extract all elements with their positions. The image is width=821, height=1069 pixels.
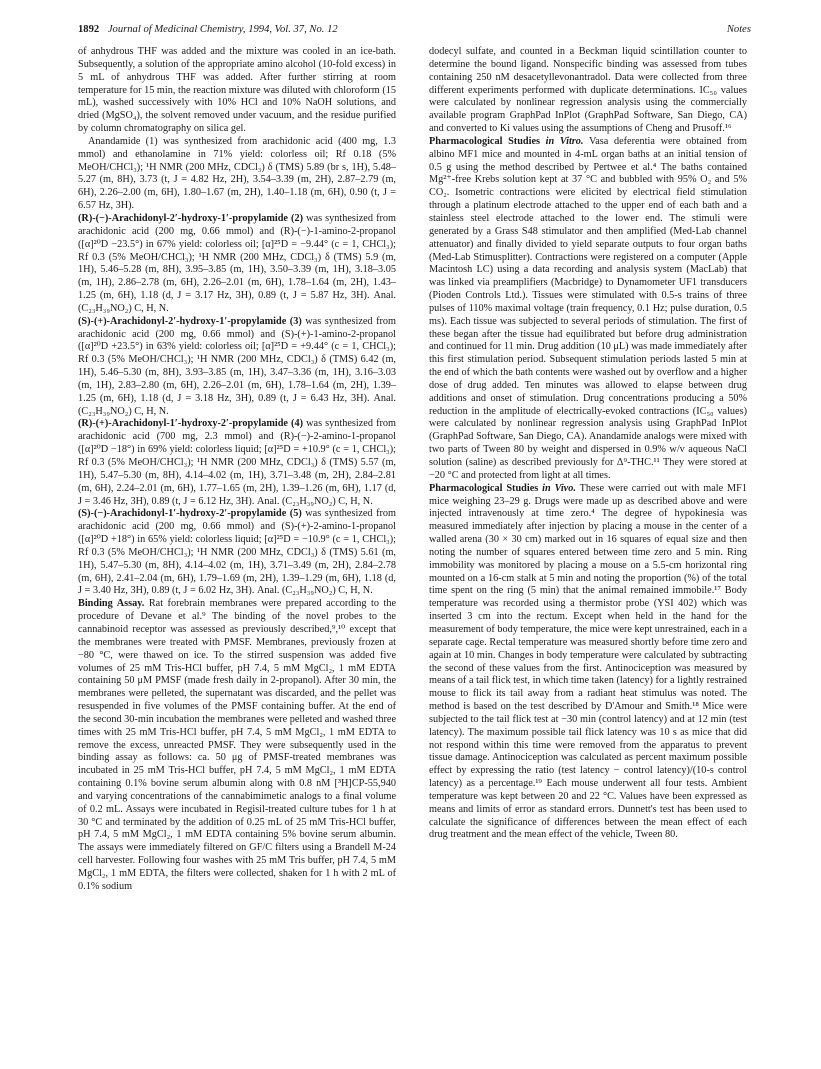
header-left xyxy=(78,22,338,38)
binding-assay-heading: Binding Assay. xyxy=(78,598,145,610)
paragraph-procedure-continued: of anhydrous THF was added and the mixture was cooled in an ice-bath. Subsequently, a solution of the appropriate amino alcohol (10-fold excess) in 5 mL of anhydrous THF was added. After further stirring at room temperature for 15 min, the reaction mixture was diluted with chloroform (15 mL), washed successively with 10% HCl and 10% NaOH solutions, and dried (MgSO₄), the solvent removed under vacuum, and the residue purified by column chromatography on silica gel. xyxy=(78,46,396,135)
compound-3-heading: (S)-(+)-Arachidonyl-2′-hydroxy-1′-propylamide (3) xyxy=(78,315,302,327)
compound-5-heading: (S)-(−)-Arachidonyl-1′-hydroxy-2′-propylamide (5) xyxy=(78,508,302,520)
page-number: 1892 xyxy=(78,24,100,35)
in-vitro-heading-em: in Vitro. xyxy=(545,135,584,147)
paragraph-anandamide-synthesis: Anandamide (1) was synthesized from arachidonic acid (400 mg, 1.3 mmol) and ethanolamine in 71% yield: colorless oil; Rf 0.18 (5% MeOH/CHCl₃); ¹H NMR (200 MHz, CDCl₃) δ (TMS) 5.89 (br s, 1H), 5.48–5.27 (m, 8H), 3.73 (t, J = 4.82 Hz, 2H), 3.54–3.39 (m, 2H), 2.87–2.79 (m, 6H), 2.26–2.00 (m, 6H), 1.80–1.67 (m, 2H), 1.40–1.18 (m, 6H), 0.90 (t, J = 6.57 Hz, 3H). xyxy=(78,135,396,212)
running-header xyxy=(78,22,751,38)
journal-citation: Journal of Medicinal Chemistry, 1994, Vol. 37, No. 12 xyxy=(107,24,338,35)
compound-2-heading: (R)-(−)-Arachidonyl-2′-hydroxy-1′-propylamide (2) xyxy=(78,212,304,224)
in-vitro-heading-text: Pharmacological Studies xyxy=(429,135,546,147)
in-vivo-heading-text: Pharmacological Studies xyxy=(429,482,543,494)
in-vivo-heading-em: in Vivo. xyxy=(542,482,576,494)
paragraph-binding-continued: dodecyl sulfate, and counted in a Beckman liquid scintillation counter to determine the bound ligand. Nonspecific binding was assessed from tubes containing 250 nM desacetyllevonantradol. Data were collected from three different experiments performed with duplicate determinations. IC₅₀ values were calculated by nonlinear regression analysis using the commercially available program GraphPad InPlot (GraphPad Software, San Diego, CA) and converted to Ki values using the assumptions of Cheng and Prusoff.¹⁶ xyxy=(429,46,747,135)
compound-4-text: was synthesized from arachidonic acid (700 mg, 2.3 mmol) and (R)-(−)-2-amino-1-propanol ([α]²⁰D −18°) in 69% yield: colorless liquid; [α]²⁵D = +10.9° (c = 1, CHCl₃); Rf 0.3 (5% MeOH/CHCl₃); ¹H NMR (200 MHz, CDCl₃) δ (TMS) 5.57 (m, 1H), 5.47–5.30 (m, 8H), 4.14–4.02 (m, 1H), 3.71–3.48 (m, 2H), 2.84–2.81 (m, 6H), 2.24–2.01 (m, 6H), 1.77–1.65 (m, 2H), 1.39–1.26 (m, 6H), 1.17 (d, J = 3.46 Hz, 3H), 0.89 (t, J = 6.12 Hz, 3H). Anal. (C₂₃H₃₉NO₂) C, H, N. xyxy=(78,418,396,507)
section-label: Notes xyxy=(726,24,751,35)
in-vivo-text: These were carried out with male MF1 mice weighing 23–29 g. Drugs were made up as described above and were injected intravenously at time zero.⁴ The degree of hypokinesia was measured immediately after injection by placing a mouse in the center of a walled arena (30 × 30 cm) marked out in 16 squares of equal size and then noting the number of squares entered between time zero and 5 min. Ring immobility was monitored by placing a mouse on a 5.5-cm horizontal ring mounted on a 16-cm stalk at 5 min and noting the proportion (%) of the total time spent on the ring (5 min) that the animal remained immobile.¹⁷ Body temperature was recorded using a thermistor probe (YSI 402) which was inserted 3 cm into the rectum. Except when held in the hand for the measurement of body temperature, the mice were kept unrestrained, each in a separate cage. Rectal temperature was measured shortly before time zero and again at 10 min. Changes in body temperature were calculated by subtracting the second of these values from the first. Antinociception was measured by means of a tail flick test, in which time taken (latency) for a lightly restrained mouse to flick its tail away from a radiant heat stimulus was noted. The method is based on the test described by D'Amour and Smith.¹⁸ Mice were subjected to the tail flick test at −30 min (control latency) and at 12 min (test latency). The maximum possible tail flick latency was 10 s as mice that did not respond within this time were removed from the apparatus to prevent tissue damage. Antinociception was calculated as percent maximum possible effect by expressing the ratio (test latency − control latency)/(10-s control latency) as a percentage.¹⁹ Each mouse underwent all four tests. Ambient temperature was kept between 20 and 22 °C. Values have been expressed as means and limits of error as standard errors. Dunnett's test has been used to calculate the significance of differences between the mean effect of each drug treatment and the mean effect of the vehicle, Tween 80. xyxy=(429,482,747,841)
in-vitro-heading xyxy=(429,136,583,147)
left-column xyxy=(78,46,396,894)
right-column xyxy=(429,46,747,842)
compound-2-text: was synthesized from arachidonic acid (200 mg, 0.66 mmol) and (R)-(−)-1-amino-2-propanol ([α]²⁰D −23.5°) in 67% yield: colorless oil; [α]²⁵D = −9.44° (c = 1, CHCl₃); Rf 0.3 (5% MeOH/CHCl₃); ¹H NMR (200 MHz, CDCl₃) δ (TMS) 5.9 (m, 1H), 5.46–5.28 (m, 8H), 3.95–3.85 (m, 1H), 3.50–3.39 (m, 1H), 3.18–3.05 (m, 1H), 2.86–2.78 (m, 6H), 2.26–2.01 (m, 6H), 1.78–1.64 (m, 2H), 1.43–1.25 (m, 6H), 1.18 (d, J = 3.17 Hz, 3H), 0.89 (t, J = 5.87 Hz, 3H). Anal. (C₂₃H₃₉NO₂) C, H, N. xyxy=(78,212,396,314)
in-vivo-heading xyxy=(429,483,576,494)
in-vitro-text: Vasa deferentia were obtained from albino MF1 mice and mounted in 4-mL organ baths at an initial tension of 0.5 g using the method described by Pertwee et al.⁴ The baths contained Mg²⁺-free Krebs solution kept at 37 °C and bubbled with 95% O₂ and 5% CO₂. Isometric contractions were elicited by electrical field stimulation through a platinum electrode attached to the upper end of each bath and a stainless steel electrode attached to the lower end. The stimuli were generated by a Grass S48 stimulator and then amplified (Med-Lab channel attenuator) and finally divided to yield separate outputs to four organ baths (Med-Lab Stimusplitter). Contractions were registered on a computer (Apple Macintosh LC) using a data recording and analysis system (MacLab) that was linked via preamplifiers (Macbridge) to Dynamometer UF1 transducers (Pioden Controls Ltd.). Tissues were stimulated with 0.5-s trains of three pulses of 110% maximal voltage (train frequency, 0.1 Hz; pulse duration, 0.5 ms). Each tissue was subjected to several periods of stimulation. The first of these began after the tissue had equilibrated but before drug administration and continued for 11 min. Drug addition (10 μL) was made immediately after this first stimulation period. Subsequent stimulation periods lasted 5 min at the end of which the bath contents were washed out by overflow and a higher dose of drug added. Ten minutes was allowed to elapse between drug additions and onset of stimulation. Drug concentrations producing a 50% reduction in the amplitude of electrically-evoked contractions (IC₅₀ values) were calculated by nonlinear regression analysis using GraphPad InPlot (GraphPad Software, San Diego, CA). Anandamide analogs were mixed with two parts of Tween 80 by weight and dispersed in 0.9% w/v aqueous NaCl solution (saline) as described previously for Δ⁹-THC.¹¹ They were stored at −20 °C and protected from light at all times. xyxy=(429,135,747,481)
compound-4-heading: (R)-(+)-Arachidonyl-1′-hydroxy-2′-propylamide (4) xyxy=(78,418,304,430)
binding-assay-text: Rat forebrain membranes were prepared according to the procedure of Devane et al.⁹ The binding of the novel probes to the cannabinoid receptor was assessed as previously described,⁹,¹⁰ except that the membranes were treated with PMSF. Membranes, previously frozen at −80 °C, were thawed on ice. To the stirred suspension was added five volumes of 25 mM Tris-HCl buffer, pH 7.4, 5 mM MgCl₂, 1 mM EDTA containing 50 μM PMSF (made fresh daily in 2-propanol). After 30 min, the membranes were pelleted, the supernatant was discarded, and the pellet was resuspended in five volumes of the PMSF containing buffer. At the end of the second 30-min incubation the membranes were pelleted and washed three times with 25 mM Tris-HCl buffer, pH 7.4, 5 mM MgCl₂, 1 mM EDTA to remove the excess, unreacted PMSF. They were subsequently used in the binding assay as follows: ca. 50 μg of PMSF-treated membranes was incubated in 25 mM Tris-HCl buffer, pH 7.4, 5 mM MgCl₂, 1 mM EDTA containing 0.1% bovine serum albumin along with 0.8 nM [³H]CP-55,940 and varying concentrations of the cannabimimetic analogs to a final volume of 0.2 mL. Assays were incubated in Regisil-treated culture tubes for 1 h at 30 °C and terminated by the addition of 0.25 mL of 25 mM Tris-HCl buffer, pH 7.4, 5 mM MgCl₂, 1 mM EDTA containing 5% bovine serum albumin. The assays were immediately filtered on GF/C filters using a Brandell M-24 cell harvester. Following four washes with 25 mM Tris buffer, pH 7.4, 5 mM MgCl₂, 1 mM EDTA, the filters were collected, shaken for 1 h with 2 mL of 0.1% sodium xyxy=(78,598,396,892)
compound-3-text: was synthesized from arachidonic acid (200 mg, 0.66 mmol) and (S)-(+)-1-amino-2-propanol ([α]²⁰D +23.5°) in 63% yield: colorless oil; [α]²⁵D = +9.44° (c = 1, CHCl₃); Rf 0.3 (5% MeOH/CHCl₃); ¹H NMR (200 MHz, CDCl₃) δ (TMS) 6.42 (m, 1H), 5.46–5.30 (m, 8H), 3.93–3.85 (m, 1H), 3.47–3.36 (m, 1H), 3.16–3.03 (m, 1H), 2.83–2.80 (m, 6H), 2.26–2.01 (m, 6H), 1.78–1.64 (m, 2H), 1.39–1.25 (m, 6H), 1.18 (d, J = 3.18 Hz, 3H), 0.89 (t, J = 6.43 Hz, 3H). Anal. (C₂₃H₃₉NO₂) C, H, N. xyxy=(78,315,396,417)
compound-5-text: was synthesized from arachidonic acid (200 mg, 0.66 mmol) and (S)-(+)-2-amino-1-propanol ([α]²⁰D +18°) in 65% yield: colorless liquid; [α]²⁵D = −10.9° (c = 1, CHCl₃); Rf 0.3 (5% MeOH/CHCl₃); ¹H NMR (200 MHz, CDCl₃) δ (TMS) 5.61 (m, 1H), 5.47–5.30 (m, 8H), 4.14–4.02 (m, 1H), 3.71–3.49 (m, 2H), 2.84–2.78 (m, 6H), 2.41–2.04 (m, 6H), 1.79–1.69 (m, 2H), 1.39–1.29 (m, 6H), 1.18 (d, J = 3.40 Hz, 3H), 0.89 (t, J = 6.02 Hz, 3H). Anal. (C₂₃H₃₉NO₂) C, H, N. xyxy=(78,508,396,597)
